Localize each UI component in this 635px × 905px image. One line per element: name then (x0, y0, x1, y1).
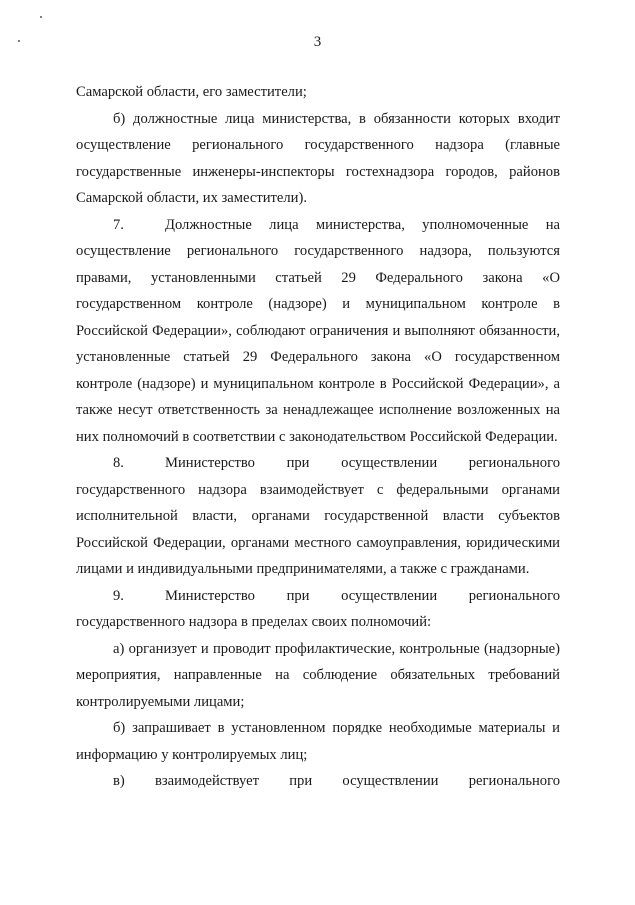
paragraph-9 (76, 583, 560, 636)
paragraph-9a (76, 636, 560, 716)
paragraph-text: Самарской области, его заместители; (76, 84, 307, 100)
paragraph-text: б) должностные лица министерства, в обязанности которых входит осуществление регионального государственного надзора (главные государственные инженеры-инспекторы гостехнадзора городов, районов Самарской области, их заместители). (76, 110, 560, 206)
paragraph-number: 8. (113, 455, 124, 471)
paragraph-text: а) организует и проводит профилактические, контрольные (надзорные) мероприятия, направленные на соблюдение обязательных требований контролируемыми лицами; (76, 640, 560, 710)
paragraph-number: 9. (113, 587, 124, 604)
paragraph-continuation (76, 79, 560, 106)
paragraph-text: Министерство при осуществлении регионального государственного надзора в пределах своих полномочий: (76, 587, 560, 630)
paragraph-b-officials (76, 106, 560, 212)
paragraph-number: 7. (113, 216, 124, 233)
paragraph-text: Министерство при осуществлении регионального государственного надзора взаимодействует с федеральными органами исполнительной власти, органами государственной власти субъектов Российской Федерации, органами местного самоуправления, юридическими лицами и индивидуальными предпринимателями, а также с гражданами. (76, 455, 560, 577)
paragraph-9b (76, 715, 560, 768)
paragraph-text: б) запрашивает в установленном порядке необходимые материалы и информацию у контролируемых лиц; (76, 720, 560, 763)
document-body (76, 79, 560, 795)
paragraph-9v (76, 768, 560, 795)
paragraph-7 (76, 212, 560, 451)
page-number: 3 (313, 34, 322, 50)
paragraph-8 (76, 450, 560, 583)
paragraph-text: Должностные лица министерства, уполномоченные на осуществление регионального государственного надзора, пользуются правами, установленными статьей 29 Федерального закона «О государственном контроле (надзоре) и муниципальном контроле в Российской Федерации», соблюдают ограничения и выполняют обязанности, установленные статьей 29 Федерального закона «О государственном контроле (надзоре) и муниципальном контроле в Российской Федерации», а также несут ответственность за ненадлежащее исполнение возложенных на них полномочий в соответствии с законодательством Российской Федерации. (76, 216, 560, 445)
scan-speck (40, 16, 42, 18)
paragraph-text: в) взаимодействует при осуществлении регионального (113, 773, 560, 789)
